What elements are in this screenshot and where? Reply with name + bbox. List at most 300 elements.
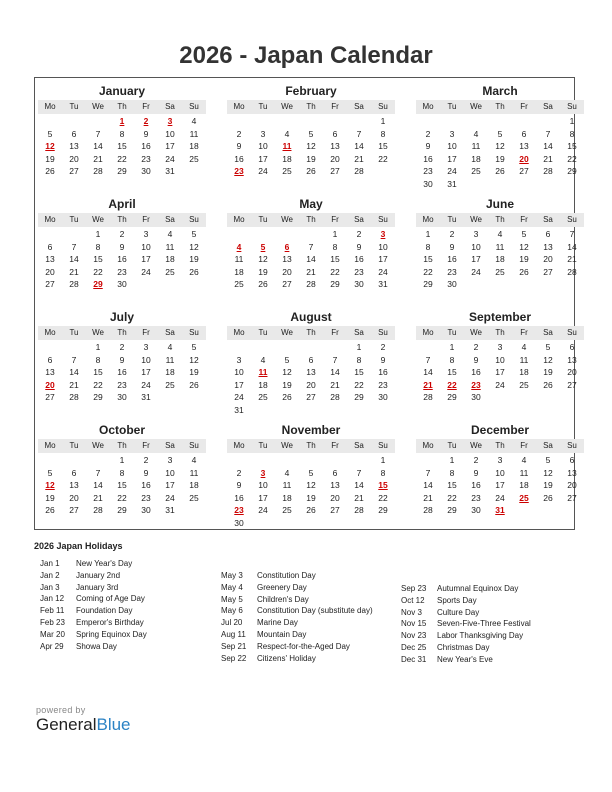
calendar-day: 30 [471,505,481,516]
month-name: May [299,197,323,211]
empty-cell [512,115,536,128]
calendar-day: 9 [143,128,149,139]
calendar-day: 9 [236,141,242,152]
holiday-date: 29 [93,279,103,290]
calendar-day: 26 [543,379,553,390]
calendar-day: 4 [284,128,290,139]
month-february [227,84,395,178]
holiday-row-name: Citizens' Holiday [257,653,316,663]
calendar-day: 11 [165,241,175,252]
calendar-day: 25 [189,492,199,503]
calendar-day: 13 [567,354,577,365]
calendar-day: 6 [71,128,77,139]
weekday-header [227,213,395,227]
empty-cell [299,454,323,467]
calendar-day: 5 [284,354,290,365]
holiday-date: 21 [423,379,433,390]
calendar-day: 12 [519,241,529,252]
calendar-day: 30 [141,166,151,177]
calendar-day: 22 [330,266,340,277]
calendar-day: 1 [425,229,431,239]
calendar-day: 10 [378,241,388,252]
holiday-row [401,654,531,666]
weekday-label: We [92,215,104,224]
calendar-day: 13 [69,480,79,491]
calendar-day: 2 [473,342,479,352]
calendar-day: 1 [95,229,101,239]
generalblue-logo[interactable] [36,715,131,735]
calendar-day: 15 [567,141,577,152]
calendar-day: 27 [519,166,529,177]
holiday-row-date: May 3 [221,571,243,580]
calendar-day: 2 [119,229,125,239]
calendar-day: 26 [189,266,199,277]
calendar-day: 28 [354,166,364,177]
calendar-day: 11 [495,241,505,252]
calendar-day: 4 [167,229,173,239]
calendar-day: 9 [380,354,386,365]
calendar-day: 8 [356,354,362,365]
calendar-day: 7 [308,241,314,252]
calendar-day: 6 [569,342,575,352]
calendar-day: 10 [165,467,175,478]
calendar-day: 17 [141,367,151,378]
calendar-day: 19 [45,153,55,164]
calendar-day: 19 [519,254,529,265]
calendar-day: 1 [449,455,455,465]
calendar-day: 24 [378,266,388,277]
calendar-day: 11 [519,467,529,478]
day-grid [416,341,584,404]
calendar-day: 20 [543,254,553,265]
calendar-day: 25 [234,279,244,290]
holiday-date: 15 [378,480,388,491]
calendar-day: 22 [93,266,103,277]
calendar-day: 12 [306,480,316,491]
empty-cell [275,341,299,354]
branding [36,705,131,735]
month-name: July [109,310,134,324]
calendar-day: 17 [141,254,151,265]
holiday-row [401,607,531,619]
calendar-day: 28 [543,166,553,177]
calendar-day: 9 [356,241,362,252]
calendar-day: 28 [69,279,79,290]
empty-cell [62,228,86,241]
holiday-row-date: Jan 12 [40,594,65,604]
holiday-row [221,582,373,594]
holiday-row-name: Children's Day [257,594,309,604]
weekday-label: Sa [354,328,364,337]
weekday-label: Fr [520,102,528,111]
weekday-label: Fr [331,215,339,224]
calendar-day: 7 [569,229,575,239]
weekday-header [38,326,206,340]
weekday-header [227,100,395,114]
calendar-day: 8 [95,354,101,365]
calendar-day: 28 [354,505,364,516]
calendar-day: 9 [119,241,125,252]
calendar-day: 5 [521,229,527,239]
empty-cell [416,115,440,128]
holiday-row-date: Aug 11 [221,629,246,639]
holiday-date: 5 [260,241,266,252]
calendar-day: 5 [545,342,551,352]
calendar-day: 14 [567,241,577,252]
calendar-day: 5 [545,455,551,465]
calendar-day: 31 [165,505,175,516]
calendar-day: 1 [380,116,386,126]
holiday-row-name: New Year's Day [76,559,133,568]
calendar-day: 3 [497,455,503,465]
calendar-day: 29 [117,166,127,177]
calendar-day: 15 [117,480,127,491]
calendar-day: 16 [471,480,481,491]
calendar-day: 8 [380,467,386,478]
calendar-day: 19 [495,153,505,164]
calendar-day: 14 [354,480,364,491]
calendar-day: 11 [471,141,481,152]
calendar-day: 29 [117,505,127,516]
holiday-row-name: Sports Day [437,595,477,605]
calendar-day: 13 [567,467,577,478]
calendar-day: 16 [423,153,433,164]
month-name: September [468,310,532,324]
holiday-row-name: Coming of Age Day [76,594,145,604]
calendar-day: 8 [380,128,386,139]
weekday-label: Th [117,441,127,450]
calendar-day: 15 [423,254,433,265]
weekday-label: Tu [258,102,268,111]
calendar-day: 21 [354,153,364,164]
weekday-label: Fr [142,328,150,337]
calendar-day: 30 [141,505,151,516]
calendar-day: 1 [569,116,575,126]
calendar-day: 21 [423,492,433,503]
weekday-label: Tu [69,102,79,111]
empty-cell [251,454,275,467]
weekday-label: Th [495,215,505,224]
calendar-day: 15 [354,367,364,378]
holiday-row [40,582,147,594]
calendar-day: 9 [425,141,431,152]
calendar-day: 18 [282,492,292,503]
calendar-day: 15 [93,367,103,378]
calendar-day: 8 [569,128,575,139]
calendar-day: 19 [282,379,292,390]
calendar-day: 19 [543,480,553,491]
calendar-day: 18 [519,367,529,378]
calendar-day: 23 [447,266,457,277]
calendar-day: 25 [282,505,292,516]
calendar-day: 6 [521,128,527,139]
holiday-row-name: Christmas Day [437,642,490,652]
calendar-day: 30 [117,279,127,290]
calendar-day: 3 [449,128,455,139]
holiday-row-date: May 4 [221,582,243,592]
weekday-label: Sa [354,102,364,111]
month-june [416,197,584,291]
holiday-row [221,653,373,665]
calendar-day: 29 [354,392,364,403]
calendar-day: 25 [519,379,529,390]
empty-cell [536,115,560,128]
calendar-day: 12 [495,141,505,152]
calendar-day: 22 [378,492,388,503]
weekday-label: Tu [258,328,268,337]
weekday-label: Sa [354,441,364,450]
calendar-day: 25 [258,392,268,403]
day-grid [38,228,206,291]
holiday-row [401,595,531,607]
calendar-day: 6 [71,467,77,478]
calendar-day: 28 [423,392,433,403]
calendar-day: 18 [282,153,292,164]
calendar-day: 18 [165,367,175,378]
calendar-day: 15 [93,254,103,265]
calendar-day: 31 [165,166,175,177]
holiday-row-name: Foundation Day [76,606,133,616]
weekday-label: Su [567,102,577,111]
holiday-row-date: Mar 20 [40,629,65,639]
calendar-day: 16 [234,153,244,164]
weekday-label: Fr [331,441,339,450]
calendar-day: 13 [45,254,55,265]
calendar-day: 24 [141,379,151,390]
calendar-day: 23 [141,153,151,164]
weekday-label: We [281,102,293,111]
weekday-header [38,100,206,114]
calendar-day: 5 [191,342,197,352]
empty-cell [38,341,62,354]
empty-cell [347,454,371,467]
weekday-label: Su [189,441,199,450]
calendar-day: 23 [117,379,127,390]
calendar-day: 17 [234,379,244,390]
calendar-day: 9 [119,354,125,365]
calendar-day: 22 [447,492,457,503]
calendar-day: 18 [519,480,529,491]
weekday-label: Th [306,441,316,450]
calendar-day: 23 [117,266,127,277]
weekday-label: We [281,215,293,224]
empty-cell [299,115,323,128]
calendar-day: 16 [141,141,151,152]
calendar-day: 5 [47,467,53,478]
holiday-date: 23 [234,166,244,177]
weekday-label: Su [567,328,577,337]
empty-cell [323,454,347,467]
calendar-day: 30 [234,517,244,528]
calendar-day: 14 [306,254,316,265]
calendar-day: 10 [447,141,457,152]
empty-cell [251,228,275,241]
weekday-header [416,100,584,114]
empty-cell [251,115,275,128]
weekday-label: We [281,441,293,450]
calendar-day: 15 [447,480,457,491]
month-name: March [482,84,518,98]
holiday-date: 22 [447,379,457,390]
holiday-row-name: New Year's Eve [437,654,493,664]
holiday-row-date: Sep 21 [221,641,247,651]
calendar-day: 26 [543,492,553,503]
calendar-day: 13 [330,480,340,491]
calendar-day: 14 [93,480,103,491]
calendar-day: 4 [473,128,479,139]
calendar-day: 2 [380,342,386,352]
empty-cell [86,454,110,467]
calendar-day: 8 [119,467,125,478]
calendar-day: 23 [141,492,151,503]
calendar-day: 16 [354,254,364,265]
holiday-row [401,618,531,630]
weekday-label: Th [495,441,505,450]
empty-cell [275,115,299,128]
calendar-day: 22 [117,153,127,164]
weekday-header [227,326,395,340]
calendar-day: 20 [567,367,577,378]
holiday-row [401,630,531,642]
calendar-day: 7 [71,241,77,252]
day-grid [38,341,206,404]
holiday-row [221,617,373,629]
calendar-day: 27 [543,266,553,277]
month-name: October [98,423,145,437]
calendar-day: 30 [378,392,388,403]
weekday-label: Fr [142,215,150,224]
calendar-day: 4 [284,467,290,478]
holiday-date: 20 [45,379,55,390]
calendar-day: 17 [165,141,175,152]
calendar-day: 24 [495,379,505,390]
calendar-day: 8 [332,241,338,252]
calendar-day: 1 [332,229,338,239]
calendar-day: 17 [378,254,388,265]
calendar-day: 18 [189,480,199,491]
calendar-day: 26 [495,166,505,177]
calendar-day: 20 [282,266,292,277]
weekday-label: We [470,102,482,111]
calendar-day: 29 [378,505,388,516]
calendar-day: 28 [93,505,103,516]
calendar-day: 21 [330,379,340,390]
logo-blue: Blue [96,715,131,734]
calendar-day: 13 [45,367,55,378]
calendar-day: 4 [260,354,266,365]
calendar-day: 1 [95,342,101,352]
empty-cell [251,341,275,354]
empty-cell [38,228,62,241]
calendar-day: 21 [69,379,79,390]
page-title: 2026 - Japan Calendar [179,42,433,69]
calendar-day: 27 [282,279,292,290]
calendar-day: 18 [471,153,481,164]
weekday-label: Th [495,102,505,111]
holiday-row [40,617,147,629]
weekday-label: Fr [520,441,528,450]
day-grid [227,228,395,291]
calendar-day: 29 [447,392,457,403]
holiday-row-date: Jan 2 [40,570,60,580]
calendar-day: 26 [258,279,268,290]
month-name: June [485,197,514,211]
holiday-date: 2 [143,116,149,126]
calendar-day: 7 [545,128,551,139]
calendar-day: 27 [69,166,79,177]
calendar-day: 31 [447,178,457,189]
calendar-day: 29 [93,392,103,403]
calendar-day: 22 [354,379,364,390]
calendar-day: 19 [45,492,55,503]
calendar-day: 3 [497,342,503,352]
holiday-row-date: Sep 22 [221,653,247,663]
calendar-day: 20 [69,153,79,164]
calendar-day: 7 [332,354,338,365]
calendar-day: 27 [306,392,316,403]
holiday-date: 12 [45,141,55,152]
calendar-day: 10 [471,241,481,252]
weekday-label: Su [189,102,199,111]
holiday-row-date: May 5 [221,594,243,604]
day-grid [227,341,395,417]
calendar-day: 25 [471,166,481,177]
calendar-day: 17 [495,480,505,491]
calendar-day: 4 [167,342,173,352]
holiday-column [40,558,147,652]
empty-cell [62,454,86,467]
calendar-day: 17 [165,480,175,491]
empty-cell [299,341,323,354]
day-grid [416,228,584,291]
holiday-row-name: Constitution Day (substitute day) [257,606,373,616]
calendar-day: 2 [119,342,125,352]
calendar-day: 14 [93,141,103,152]
calendar-day: 19 [189,367,199,378]
calendar-day: 29 [423,279,433,290]
holiday-date: 20 [519,153,529,164]
holiday-date: 6 [284,241,290,252]
calendar-day: 8 [95,241,101,252]
holiday-date: 1 [119,116,125,126]
calendar-day: 24 [165,492,175,503]
calendar-day: 23 [378,379,388,390]
calendar-day: 21 [93,492,103,503]
calendar-day: 4 [191,455,197,465]
calendar-day: 15 [447,367,457,378]
calendar-day: 20 [69,492,79,503]
empty-cell [416,341,440,354]
calendar-day: 30 [117,392,127,403]
calendar-day: 15 [378,141,388,152]
weekday-label: We [92,441,104,450]
holiday-date: 25 [519,492,529,503]
calendar-day: 16 [117,254,127,265]
holiday-row-name: Constitution Day [257,571,316,580]
day-grid [227,115,395,178]
calendar-day: 18 [165,254,175,265]
calendar-day: 13 [306,367,316,378]
calendar-day: 27 [567,492,577,503]
holiday-row [221,570,373,582]
calendar-day: 11 [165,354,175,365]
weekday-label: Fr [331,328,339,337]
calendar-day: 27 [330,166,340,177]
weekday-label: Fr [142,102,150,111]
calendar-day: 17 [471,254,481,265]
calendar-day: 3 [143,342,149,352]
weekday-label: Sa [165,328,175,337]
